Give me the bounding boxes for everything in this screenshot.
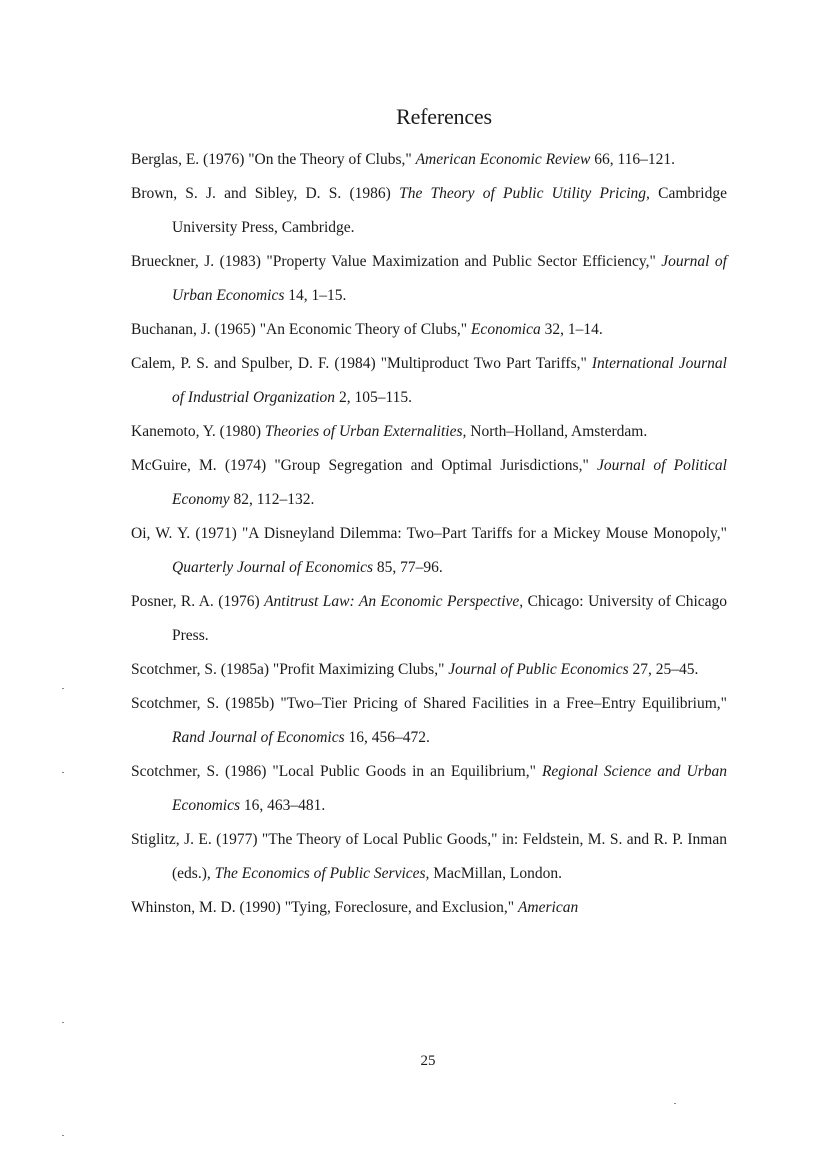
reference-entry [131, 177, 727, 245]
reference-entry [131, 755, 727, 823]
reference-entry [131, 415, 727, 449]
reference-entry [131, 313, 727, 347]
reference-entry [131, 449, 727, 517]
reference-details-text: 66, 116–121. [590, 151, 676, 168]
page-number: 25 [420, 1053, 436, 1069]
reference-authors-text: Stiglitz, J. E. (1977) "The Theory of Local Public Goods," in: Feldstein, M. S. and R. P. Inman (eds.), [131, 831, 727, 882]
reference-source-title: Rand Journal of Economics [172, 729, 345, 746]
reference-source-title: Journal of Urban Economics [172, 253, 727, 304]
reference-authors-text: Whinston, M. D. (1990) "Tying, Foreclosure, and Exclusion," [131, 899, 518, 916]
reference-authors-text: Scotchmer, S. (1985a) "Profit Maximizing Clubs," [131, 661, 449, 678]
reference-details-text: 2, 105–115. [335, 389, 412, 406]
scan-speck [62, 1135, 64, 1136]
scan-speck [62, 772, 64, 773]
reference-details-text: 14, 1–15. [284, 287, 347, 304]
reference-authors-text: Buchanan, J. (1965) "An Economic Theory of Clubs," [131, 321, 471, 338]
reference-details-text: MacMillan, London. [429, 865, 563, 882]
reference-details-text: Chicago: University of Chicago Press. [172, 593, 728, 644]
reference-source-title: Theories of Urban Externalities, [264, 423, 467, 440]
reference-details-text: 27, 25–45. [628, 661, 699, 678]
scan-speck [62, 688, 64, 689]
reference-authors-text: Brown, S. J. and Sibley, D. S. (1986) [131, 185, 400, 202]
scan-speck [674, 1103, 676, 1104]
reference-details-text: North–Holland, Amsterdam. [466, 423, 648, 440]
reference-source-title: Journal of Public Economics [448, 661, 629, 678]
references-heading: References [396, 104, 492, 129]
reference-entry [131, 245, 727, 313]
reference-source-title: Economica [470, 321, 541, 338]
reference-entry [131, 653, 727, 687]
reference-entry [131, 347, 727, 415]
reference-authors-text: Posner, R. A. (1976) [131, 593, 265, 610]
reference-source-title: International Journal of Industrial Organization [172, 355, 727, 406]
reference-details-text: 82, 112–132. [229, 491, 315, 508]
reference-entry [131, 517, 727, 585]
reference-source-title: Regional Science and Urban Economics [172, 763, 727, 814]
reference-source-title: The Economics of Public Services, [214, 865, 430, 882]
reference-details-text: 16, 456–472. [344, 729, 430, 746]
reference-entry [131, 143, 727, 177]
reference-authors-text: McGuire, M. (1974) "Group Segregation and Optimal Jurisdictions," [131, 457, 597, 474]
reference-authors-text: Calem, P. S. and Spulber, D. F. (1984) "Multiproduct Two Part Tariffs," [131, 355, 592, 372]
reference-authors-text: Berglas, E. (1976) "On the Theory of Clubs," [131, 151, 416, 168]
reference-source-title: The Theory of Public Utility Pricing, [399, 185, 650, 202]
reference-list [131, 143, 727, 925]
reference-authors-text: Scotchmer, S. (1986) "Local Public Goods in an Equilibrium," [131, 763, 542, 780]
reference-source-title: Journal of Political Economy [172, 457, 727, 508]
reference-entry [131, 585, 727, 653]
scan-speck [62, 1022, 64, 1023]
reference-source-title: American [517, 899, 579, 916]
reference-authors-text: Kanemoto, Y. (1980) [131, 423, 265, 440]
reference-details-text: 85, 77–96. [373, 559, 443, 576]
reference-source-title: Antitrust Law: An Economic Perspective, [264, 593, 524, 610]
reference-entry [131, 823, 727, 891]
reference-entry [131, 891, 727, 925]
reference-details-text: 16, 463–481. [240, 797, 326, 814]
reference-source-title: Quarterly Journal of Economics [172, 559, 374, 576]
reference-authors-text: Brueckner, J. (1983) "Property Value Maximization and Public Sector Efficiency," [131, 253, 662, 270]
reference-entry [131, 687, 727, 755]
reference-authors-text: Scotchmer, S. (1985b) "Two–Tier Pricing of Shared Facilities in a Free–Entry Equilibrium," [131, 695, 727, 712]
reference-source-title: American Economic Review [415, 151, 591, 168]
reference-authors-text: Oi, W. Y. (1971) "A Disneyland Dilemma: Two–Part Tariffs for a Mickey Mouse Monopoly," [131, 525, 727, 542]
reference-details-text: 32, 1–14. [540, 321, 603, 338]
reference-details-text: Cambridge University Press, Cambridge. [172, 185, 727, 236]
